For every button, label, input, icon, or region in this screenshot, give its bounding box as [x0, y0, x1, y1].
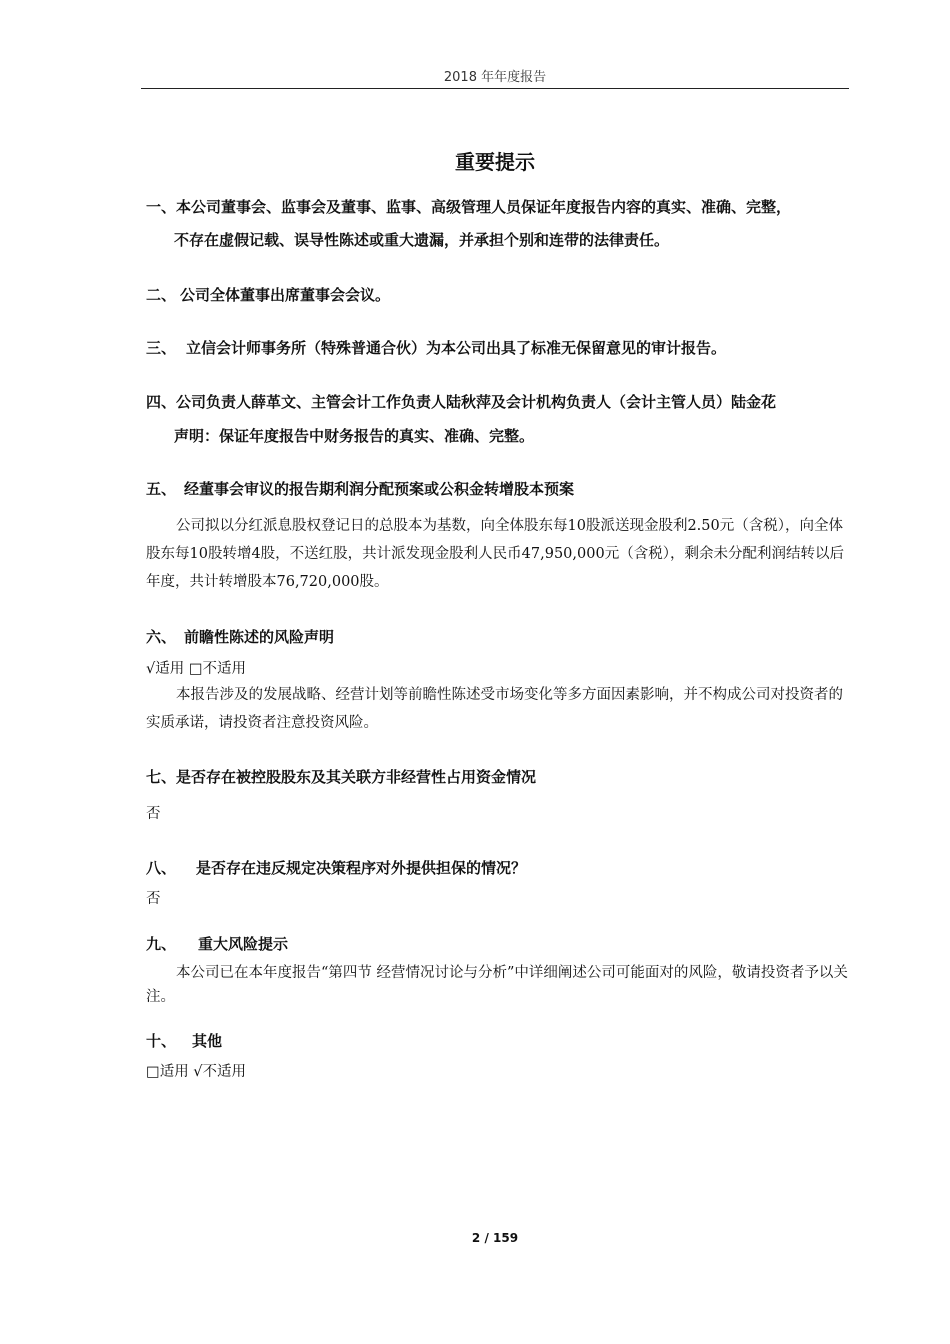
risk-notice-paragraph: 本公司已在本年度报告“第四节 经营情况讨论与分析”中详细阐述公司可能面对的风险，敬请投资者予以关注。 — [146, 965, 848, 1005]
section-2 — [146, 282, 850, 308]
section-number: 八、 — [146, 859, 177, 877]
page-title: 重要提示 — [455, 150, 535, 174]
section-number: 九、 — [146, 935, 177, 953]
section-number: 五、 — [146, 480, 177, 498]
section-7 — [146, 764, 850, 826]
section-heading: 本公司董事会、监事会及董事、监事、高级管理人员保证年度报告内容的真实、准确、完整， — [176, 198, 792, 216]
section-heading: 是否存在被控股股东及其关联方非经营性占用资金情况 — [176, 768, 537, 786]
header-divider — [141, 88, 849, 89]
section-6 — [146, 624, 850, 737]
section-number: 四、 — [146, 393, 177, 411]
section-10 — [146, 1028, 850, 1084]
dividend-plan-paragraph: 公司拟以分红派息股权登记日的总股本为基数，向全体股东每10股派送现金股利2.50元（含税），向全体股东每10股转增4股，不送红股，共计派发现金股利人民币47,950,000元（含税），剩余未分配利润结转以后年度，共计转增股本76,720,000股。 — [146, 518, 844, 590]
section-heading: 前瞻性陈述的风险声明 — [184, 628, 335, 646]
answer-text: 否 — [146, 806, 161, 822]
section-heading: 公司全体董事出席董事会会议。 — [180, 286, 391, 304]
page-number: 2 / 159 — [471, 1231, 519, 1245]
section-number: 三、 — [146, 339, 177, 357]
section-heading: 公司负责人薛革文、主管会计工作负责人陆秋萍及会计机构负责人（会计主管人员）陆金花 — [176, 393, 777, 411]
section-heading-continuation: 不存在虚假记载、误导性陈述或重大遗漏，并承担个别和连带的法律责任。 — [174, 231, 670, 249]
section-heading: 立信会计师事务所（特殊普通合伙）为本公司出具了标准无保留意见的审计报告。 — [186, 339, 727, 357]
section-heading: 重大风险提示 — [198, 935, 289, 953]
section-heading: 经董事会审议的报告期利润分配预案或公积金转增股本预案 — [184, 480, 575, 498]
section-heading-continuation: 声明：保证年度报告中财务报告的真实、准确、完整。 — [174, 427, 535, 445]
answer-text: 否 — [146, 891, 161, 907]
applicability-choice: √适用 □不适用 — [146, 661, 247, 677]
section-number: 十、 — [146, 1032, 177, 1050]
section-heading: 是否存在违反规定决策程序对外提供担保的情况？ — [196, 859, 527, 877]
risk-statement-paragraph: 本报告涉及的发展战略、经营计划等前瞻性陈述受市场变化等多方面因素影响，并不构成公司对投资者的实质承诺，请投资者注意投资风险。 — [146, 687, 843, 731]
section-number: 二、 — [146, 286, 177, 304]
section-1 — [146, 194, 850, 253]
section-8 — [146, 855, 850, 911]
section-number: 六、 — [146, 628, 177, 646]
applicability-choice: □适用 √不适用 — [146, 1064, 247, 1080]
page-header: 2018 年年度报告 — [443, 70, 547, 85]
section-number: 一、 — [146, 198, 177, 216]
section-number: 七、 — [146, 768, 177, 786]
section-heading: 其他 — [192, 1032, 223, 1050]
section-3 — [146, 335, 850, 361]
section-9 — [146, 931, 850, 1009]
section-4 — [146, 389, 850, 449]
section-5 — [146, 476, 850, 596]
